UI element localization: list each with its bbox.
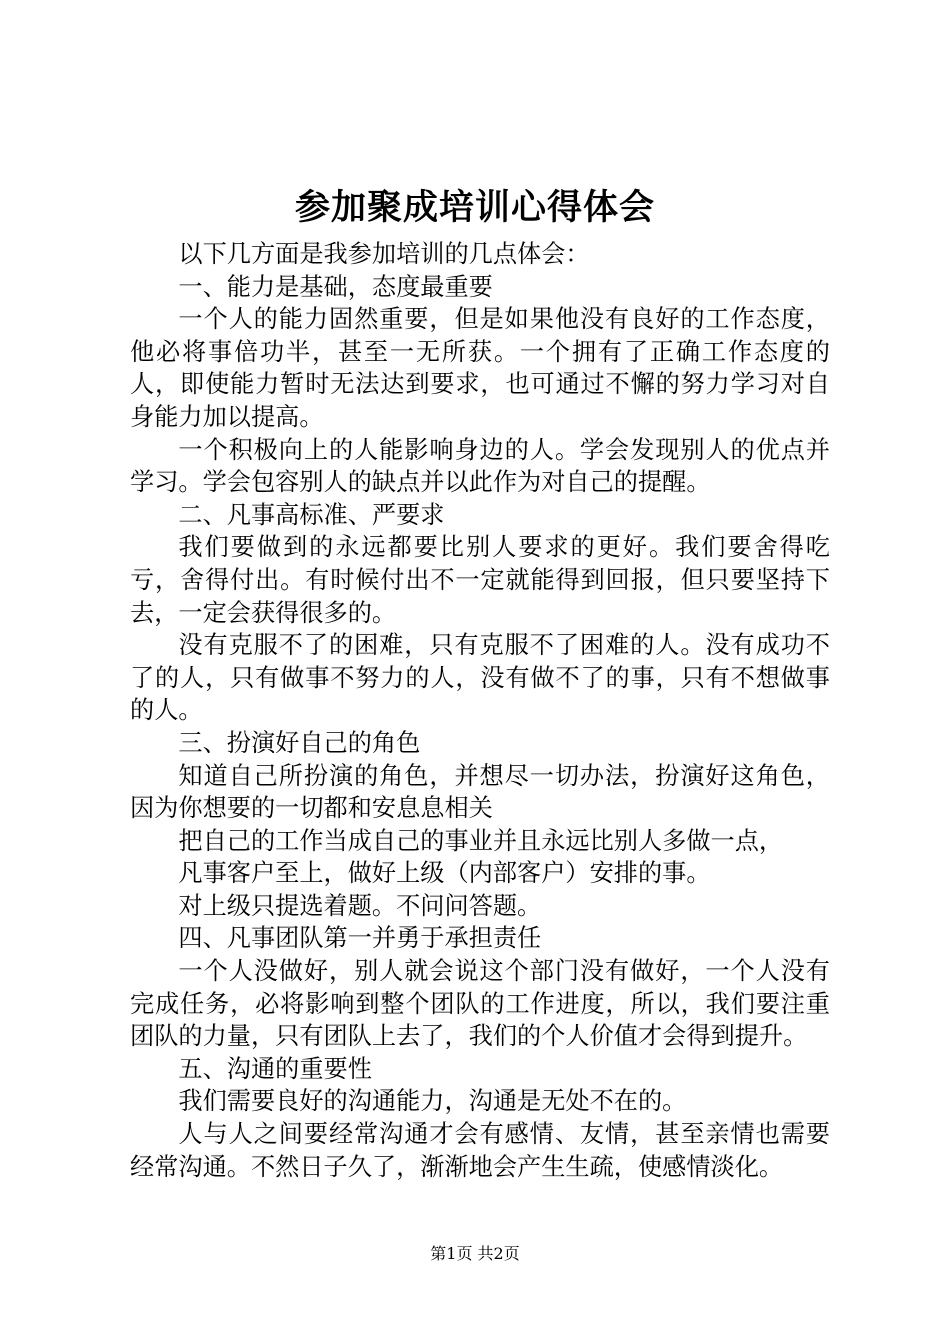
paragraph: 一个人没做好，别人就会说这个部门没有做好，一个人没有完成任务，必将影响到整个团队的工作进度，所以，我们要注重团队的力量，只有团队上去了，我们的个人价值才会得到提升。 xyxy=(130,957,830,1051)
section-heading-3: 三、扮演好自己的角色 xyxy=(178,728,421,757)
paragraph: 我们要做到的永远都要比别人要求的更好。我们要舍得吃亏，舍得付出。有时候付出不一定就能得到回报，但只要坚持下去，一定会获得很多的。 xyxy=(130,533,830,627)
paragraph: 一个人的能力固然重要，但是如果他没有良好的工作态度，他必将事倍功半，甚至一无所获。一个拥有了正确工作态度的人，即使能力暂时无法达到要求，也可通过不懈的努力学习对自身能力加以提高。 xyxy=(130,305,830,431)
section-heading-2: 二、凡事高标准、严要求 xyxy=(178,500,445,529)
paragraph-intro: 以下几方面是我参加培训的几点体会： xyxy=(178,240,590,268)
document-title: 参加聚成培训心得体会 xyxy=(294,187,655,228)
paragraph: 知道自己所扮演的角色，并想尽一切办法，扮演好这角色，因为你想要的一切都和安息息相关 xyxy=(130,761,830,823)
section-heading-1: 一、能力是基础，态度最重要 xyxy=(178,272,493,301)
document-body xyxy=(130,238,830,1183)
paragraph: 把自己的工作当成自己的事业并且永远比别人多做一点， xyxy=(178,826,784,855)
paragraph: 凡事客户至上，做好上级（内部客户）安排的事。 xyxy=(178,859,711,888)
paragraph: 一个积极向上的人能影响身边的人。学会发现别人的优点并学习。学会包容别人的缺点并以此作为对自己的提醒。 xyxy=(130,435,830,497)
section-heading-5: 五、沟通的重要性 xyxy=(178,1054,372,1083)
paragraph: 对上级只提选着题。不问问答题。 xyxy=(178,891,542,920)
section-heading-4: 四、凡事团队第一并勇于承担责任 xyxy=(178,924,542,953)
paragraph: 人与人之间要经常沟通才会有感情、友情，甚至亲情也需要经常沟通。不然日子久了，渐渐地会产生生疏，使感情淡化。 xyxy=(130,1120,830,1181)
paragraph: 没有克服不了的困难，只有克服不了困难的人。没有成功不了的人，只有做事不努力的人，没有做不了的事，只有不想做事的人。 xyxy=(130,631,830,725)
paragraph: 我们需要良好的沟通能力，沟通是无处不在的。 xyxy=(178,1087,687,1116)
page-footer: 第1页 共2页 xyxy=(430,1244,520,1263)
